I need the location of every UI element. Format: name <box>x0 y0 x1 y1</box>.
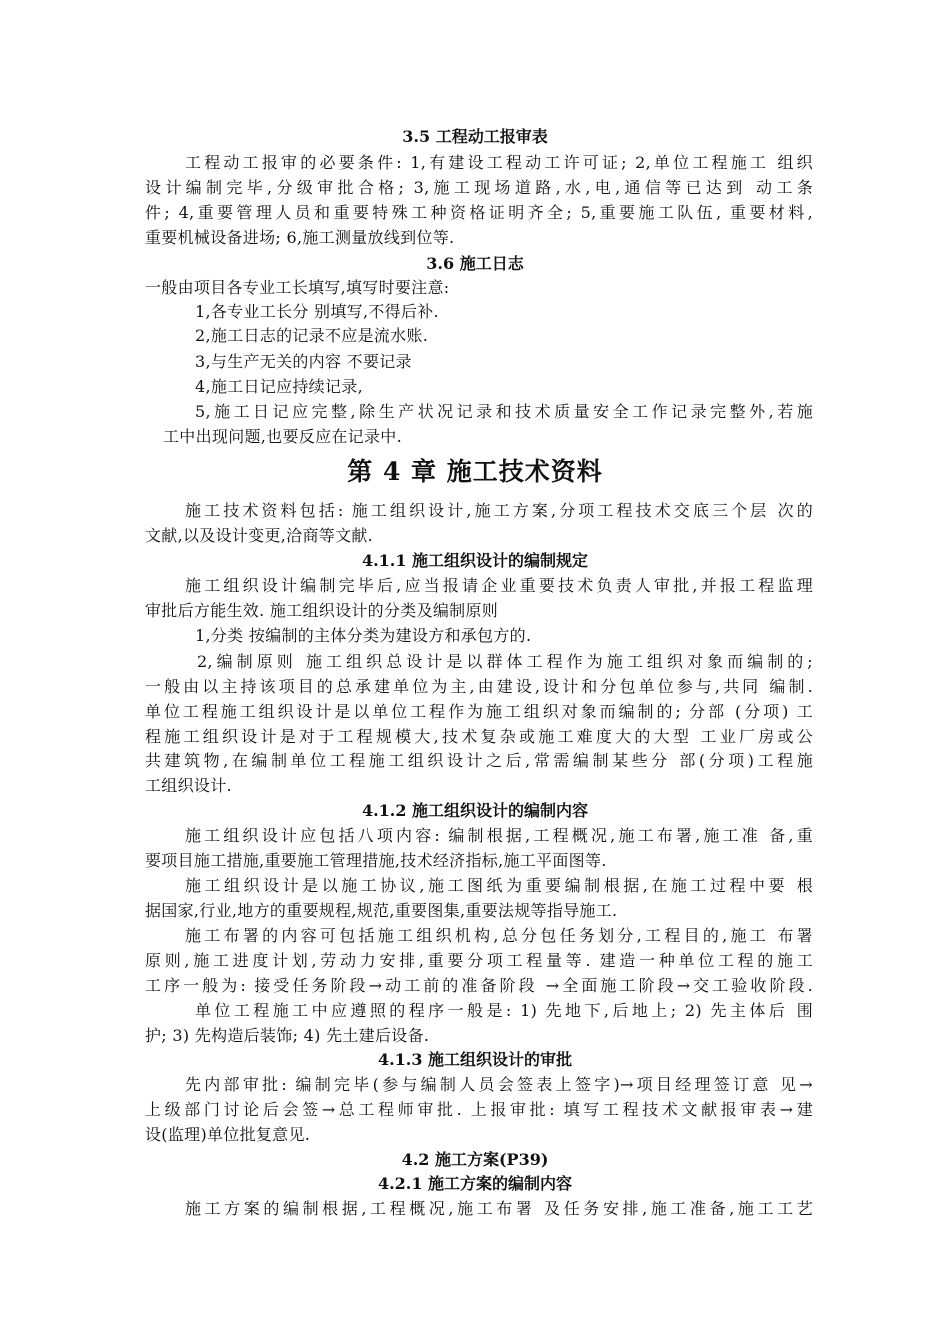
paragraph-line: 2,编制原则 施工组织总设计是以群体工程作为施工组织对象而编制的; <box>197 652 813 671</box>
heading-4-2: 4.2 施工方案(P39) <box>401 1150 549 1169</box>
paragraph-line: 一般由以主持该项目的总承建单位为主,由建设,设计和分包单位参与,共同 编制. <box>145 677 813 696</box>
paragraph-line: 单位工程施工中应遵照的程序一般是: 1) 先地下,后地上; 2) 先主体后 围 <box>195 1001 813 1020</box>
paragraph-line: 1,分类 按编制的主体分类为建设方和承包方的. <box>195 626 532 645</box>
list-item: 3,与生产无关的内容 不要记录 <box>195 352 412 371</box>
paragraph-line: 施工技术资料包括: 施工组织设计,施工方案,分项工程技术交底三个层 次的 <box>185 501 813 520</box>
paragraph-line: 护; 3) 先构造后装饰; 4) 先土建后设备. <box>145 1026 430 1045</box>
heading-4-2-1: 4.2.1 施工方案的编制内容 <box>377 1174 573 1193</box>
paragraph-line: 据国家,行业,地方的重要规程,规范,重要图集,重要法规等指导施工. <box>145 901 618 920</box>
paragraph-line: 工程动工报审的必要条件: 1,有建设工程动工许可证; 2,单位工程施工 组织 <box>185 153 813 172</box>
paragraph-line: 施工组织设计应包括八项内容: 编制根据,工程概况,施工布署,施工准 备,重 <box>185 826 813 845</box>
paragraph-line: 设(监理)单位批复意见. <box>145 1125 311 1144</box>
list-item: 5,施工日记应完整,除生产状况记录和技术质量安全工作记录完整外,若施 <box>195 402 813 421</box>
paragraph-line: 重要机械设备进场; 6,施工测量放线到位等. <box>145 228 455 247</box>
paragraph-line: 设计编制完毕,分级审批合格; 3,施工现场道路,水,电,通信等已达到 动工条 <box>145 178 813 197</box>
paragraph-line: 工序一般为: 接受任务阶段→动工前的准备阶段 →全面施工阶段→交工验收阶段. <box>145 976 813 995</box>
heading-4-1-3: 4.1.3 施工组织设计的审批 <box>377 1050 573 1069</box>
paragraph-line: 程施工组织设计是对于工程规模大,技术复杂或施工难度大的大型 工业厂房或公 <box>145 727 813 746</box>
paragraph-line: 施工方案的编制根据,工程概况,施工布署 及任务安排,施工准备,施工工艺 <box>185 1199 813 1218</box>
paragraph-line: 施工组织设计是以施工协议,施工图纸为重要编制根据,在施工过程中要 根 <box>185 876 813 895</box>
list-item: 2,施工日志的记录不应是流水账. <box>195 326 429 345</box>
list-item: 工中出现问题,也要反应在记录中. <box>163 427 402 446</box>
paragraph-line: 件; 4,重要管理人员和重要特殊工种资格证明齐全; 5,重要施工队伍, 重要材料, <box>145 203 813 222</box>
list-item: 1,各专业工长分 别填写,不得后补. <box>195 302 439 321</box>
paragraph-line: 上级部门讨论后会签→总工程师审批. 上报审批: 填写工程技术文献报审表→建 <box>145 1100 813 1119</box>
paragraph-line: 共建筑物,在编制单位工程施工组织设计之后,常需编制某些分 部(分项)工程施 <box>145 751 813 770</box>
heading-4-1-1: 4.1.1 施工组织设计的编制规定 <box>361 551 589 570</box>
paragraph-line: 要项目施工措施,重要施工管理措施,技术经济指标,施工平面图等. <box>145 851 607 870</box>
heading-4-1-2: 4.1.2 施工组织设计的编制内容 <box>361 801 589 820</box>
chapter-title: 第 4 章 施工技术资料 <box>347 457 603 486</box>
heading-3-6: 3.6 施工日志 <box>426 254 524 273</box>
paragraph-line: 原则,施工进度计划,劳动力安排,重要分项工程量等. 建造一种单位工程的施工 <box>145 951 813 970</box>
paragraph-line: 施工布署的内容可包括施工组织机构,总分包任务划分,工程目的,施工 布署 <box>185 926 813 945</box>
paragraph-line: 单位工程施工组织设计是以单位工程作为施工组织对象而编制的; 分部 (分项) 工 <box>145 702 813 721</box>
paragraph-line: 一般由项目各专业工长填写,填写时要注意: <box>145 278 450 297</box>
paragraph-line: 文献,以及设计变更,洽商等文献. <box>145 526 374 545</box>
paragraph-line: 先内部审批: 编制完毕(参与编制人员会签表上签字)→项目经理签订意 见→ <box>185 1075 813 1094</box>
heading-3-5: 3.5 工程动工报审表 <box>402 127 548 146</box>
paragraph-line: 施工组织设计编制完毕后,应当报请企业重要技术负责人审批,并报工程监理 <box>185 576 813 595</box>
paragraph-line: 工组织设计. <box>145 776 232 795</box>
paragraph-line: 审批后方能生效. 施工组织设计的分类及编制原则 <box>145 601 499 620</box>
list-item: 4,施工日记应持续记录, <box>195 377 363 396</box>
